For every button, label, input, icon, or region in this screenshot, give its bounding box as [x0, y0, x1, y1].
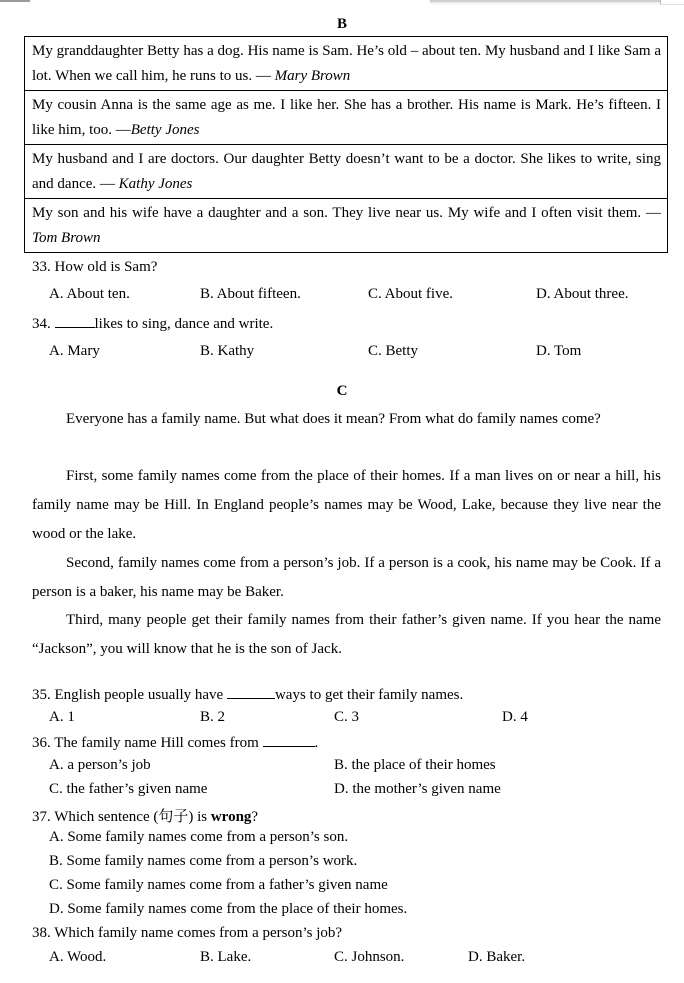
question-36-option-b[interactable]: B. the place of their homes: [334, 757, 496, 773]
question-37-option-d[interactable]: D. Some family names come from the place of their homes.: [49, 901, 408, 917]
section-b-table: [24, 36, 668, 253]
table-row: [25, 199, 668, 253]
question-35-option-c[interactable]: C. 3: [334, 709, 360, 725]
section-b-heading: B: [336, 16, 347, 32]
table-row: [25, 37, 668, 91]
question-35-option-d[interactable]: D. 4: [502, 709, 528, 725]
question-text: ways to get their family names.: [274, 687, 464, 703]
passage-paragraph: Third, many people get their family names from their father’s given name. If you hear the name “Jackson”, you will know that he is the son of Jack.: [32, 612, 661, 657]
question-34-option-a[interactable]: A. Mary: [49, 343, 100, 359]
question-36-option-d[interactable]: D. the mother’s given name: [334, 781, 501, 797]
question-34-stem: [32, 314, 273, 333]
question-36-option-a[interactable]: A. a person’s job: [49, 757, 151, 773]
question-33-option-b[interactable]: B. About fifteen.: [200, 286, 301, 302]
question-37-option-a[interactable]: A. Some family names come from a person’s son.: [49, 829, 349, 845]
question-35-option-a[interactable]: A. 1: [49, 709, 75, 725]
question-38-option-a[interactable]: A. Wood.: [49, 949, 107, 965]
question-33-option-d[interactable]: D. About three.: [536, 286, 629, 302]
table-cell: [25, 37, 668, 91]
question-text: .: [314, 735, 319, 751]
table-cell: [25, 199, 668, 253]
table-row: [25, 91, 668, 145]
question-text: 36. The family name Hill comes from: [32, 735, 263, 751]
passage-paragraph: First, some family names come from the place of their homes. If a man lives on or near a hill, his family name may be Hill. In England people’s names may be Wood, Lake, because they live near the wood or the lake.: [32, 468, 661, 542]
answer-blank[interactable]: [263, 733, 315, 747]
emphasis-word: wrong: [210, 809, 252, 825]
row-author: Mary Brown: [274, 68, 351, 84]
question-35-stem: [32, 685, 463, 704]
question-text: 37. Which sentence (句子) is: [32, 809, 211, 825]
question-text: likes to sing, dance and write.: [94, 316, 274, 332]
question-38-option-c[interactable]: C. Johnson.: [334, 949, 405, 965]
page-edge-mark: [430, 0, 660, 2]
table-row: [25, 145, 668, 199]
question-text: ?: [251, 809, 259, 825]
row-text: My son and his wife have a daughter and a son. They live near us. My wife and I often visit them. —: [32, 205, 661, 221]
row-author: Kathy Jones: [118, 176, 193, 192]
table-cell: [25, 91, 668, 145]
section-c-heading: C: [336, 383, 348, 399]
question-33-option-a[interactable]: A. About ten.: [49, 286, 130, 302]
row-text: My cousin Anna is the same age as me. I like her. She has a brother. His name is Mark. He’s fifteen. I like him, too. —: [32, 97, 661, 138]
question-37-option-c[interactable]: C. Some family names come from a father’s given name: [49, 877, 388, 893]
row-author: Betty Jones: [130, 122, 200, 138]
row-text: My husband and I are doctors. Our daughter Betty doesn’t want to be a doctor. She likes to write, sing and dance. —: [32, 151, 661, 192]
passage-paragraph: Second, family names come from a person’s job. If a person is a cook, his name may be Cook. If a person is a baker, his name may be Baker.: [32, 555, 661, 600]
table-cell: [25, 145, 668, 199]
question-34-option-b[interactable]: B. Kathy: [200, 343, 255, 359]
page-edge-mark: [0, 0, 30, 2]
question-number: 34.: [32, 316, 55, 332]
question-34-option-d[interactable]: D. Tom: [536, 343, 582, 359]
page-edge-mark: [660, 0, 684, 5]
question-38-stem: 38. Which family name comes from a person’s job?: [32, 925, 343, 941]
answer-blank[interactable]: [227, 685, 275, 699]
question-text: 35. English people usually have: [32, 687, 227, 703]
question-33-stem: 33. How old is Sam?: [32, 259, 158, 275]
question-37-option-b[interactable]: B. Some family names come from a person’s work.: [49, 853, 358, 869]
passage-paragraph: Everyone has a family name. But what does it mean? From what do family names come?: [66, 411, 601, 427]
question-38-option-b[interactable]: B. Lake.: [200, 949, 252, 965]
question-38-option-d[interactable]: D. Baker.: [468, 949, 526, 965]
answer-blank[interactable]: [55, 314, 95, 328]
question-34-option-c[interactable]: C. Betty: [368, 343, 419, 359]
question-37-stem: [32, 805, 258, 826]
row-author: Tom Brown: [32, 230, 101, 246]
question-36-stem: [32, 733, 318, 752]
question-36-option-c[interactable]: C. the father’s given name: [49, 781, 208, 797]
question-35-option-b[interactable]: B. 2: [200, 709, 226, 725]
question-33-option-c[interactable]: C. About five.: [368, 286, 453, 302]
row-text: My granddaughter Betty has a dog. His name is Sam. He’s old – about ten. My husband and I like Sam a lot. When we call him, he runs to us. —: [32, 43, 661, 84]
